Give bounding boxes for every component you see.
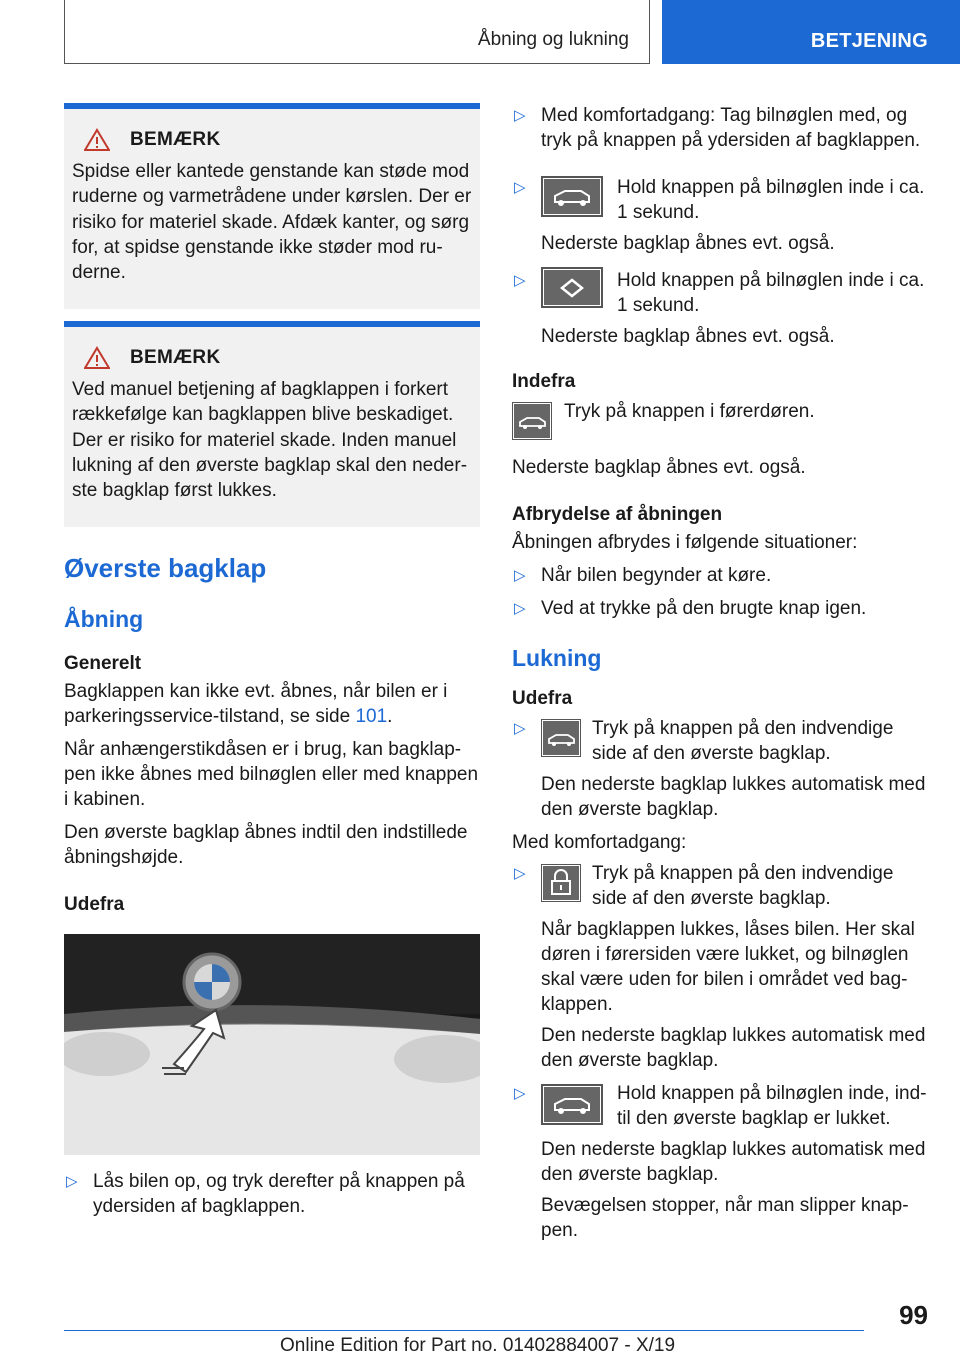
note-body: Ved manuel betjening af bagklappen i forkert rækkefølge kan bagklappen blive beskadiget. Der er risiko for materiel skade. Inden manuel lukning af den øverste bagklap skal den neder-ste bagklap først lukkes.	[72, 379, 468, 502]
heading-overste-bagklap: Øverste bagklap	[64, 553, 267, 583]
footer-edition: Online Edition for Part no. 01402884007 - X/19	[280, 1335, 676, 1356]
list-item: ▷ Med komfortadgang: Tag bilnøglen med, og tryk på knappen på ydersiden af bagklappen.	[514, 105, 921, 151]
sub-paragraph: Når bagklappen lukkes, låses bilen. Her skal døren i førersiden være lukket, og bilnøglen skal være uden for bilen i området ved bag-klappen.	[541, 919, 915, 1015]
warning-icon	[84, 346, 110, 370]
page-number: 99	[899, 1300, 928, 1330]
note-title: BEMÆRK	[130, 129, 221, 150]
bullet-triangle-icon: ▷	[514, 1085, 526, 1102]
page-link[interactable]: 101	[355, 706, 388, 727]
paragraph-anhaenger: Når anhængerstikdåsen er i brug, kan bagklap-pen ikke åbnes med bilnøglen eller med knappen i kabinen.	[64, 739, 479, 810]
header-section-box	[64, 0, 650, 64]
bullet-triangle-icon: ▷	[514, 107, 526, 124]
key-tailgate-icon	[541, 1084, 603, 1125]
bullet-triangle-icon: ▷	[514, 865, 526, 882]
sub-paragraph: Nederste bagklap åbnes evt. også.	[512, 457, 806, 478]
sub-paragraph: Den nederste bagklap lukkes automatisk med den øverste bagklap.	[541, 774, 926, 820]
sub-paragraph: Den nederste bagklap lukkes automatisk med den øverste bagklap.	[541, 1139, 926, 1185]
paragraph-abningshojde: Den øverste bagklap åbnes indtil den indstillede åbningshøjde.	[64, 822, 468, 868]
heading-generelt: Generelt	[64, 653, 142, 674]
right-column	[512, 103, 932, 1243]
door-tailgate-button-icon	[512, 402, 552, 440]
bullet-triangle-icon: ▷	[66, 1173, 78, 1190]
left-column	[64, 103, 480, 1219]
bullet-triangle-icon: ▷	[514, 600, 526, 617]
inner-tailgate-button-icon	[541, 719, 581, 757]
list-item: ▷ Hold knappen på bilnøglen inde i ca. 1 sekund.	[512, 268, 932, 318]
tailgate-button-illustration	[64, 934, 480, 1155]
key-unlock-icon	[541, 267, 603, 308]
list-item: ▷ Tryk på knappen på den indvendige side af den øverste bagklap.	[514, 863, 894, 909]
paragraph-parkering: Bagklappen kan ikke evt. åbnes, når bilen er i parkeringsservice-tilstand, se side 101.	[64, 681, 448, 727]
indefra-row: Tryk på knappen i førerdøren.	[512, 399, 932, 445]
sub-paragraph: Bevægelsen stopper, når man slipper knap-pen.	[541, 1195, 909, 1241]
section-title: Åbning og lukning	[477, 29, 629, 50]
bullet-triangle-icon: ▷	[514, 179, 526, 196]
note-box-1	[64, 103, 480, 309]
heading-afbrydelse: Afbrydelse af åbningen	[512, 504, 723, 525]
heading-abning: Åbning	[64, 606, 144, 632]
list-item: ▷ Når bilen begynder at køre.	[514, 565, 772, 586]
bullet-triangle-icon: ▷	[514, 720, 526, 737]
key-tailgate-icon	[541, 176, 603, 217]
tailgate-photo	[64, 934, 480, 1155]
sub-paragraph: Nederste bagklap åbnes evt. også.	[541, 233, 835, 254]
list-item: ▷ Lås bilen op, og tryk derefter på knappen på ydersiden af bagklappen.	[66, 1171, 465, 1217]
sub-paragraph: Den nederste bagklap lukkes automatisk med den øverste bagklap.	[541, 1025, 926, 1071]
paragraph-komfort: Med komfortadgang:	[512, 832, 687, 853]
header-chapter-box	[662, 0, 960, 64]
list-item: ▷ Hold knappen på bilnøglen inde, ind-til den øverste bagklap er lukket.	[514, 1083, 927, 1129]
bullet-triangle-icon: ▷	[514, 567, 526, 584]
list-item: ▷ Hold knappen på bilnøglen inde i ca. 1 sekund.	[514, 177, 925, 223]
heading-udefra-lukning: Udefra	[512, 688, 573, 709]
chapter-title: BETJENING	[810, 30, 928, 52]
heading-indefra: Indefra	[512, 371, 576, 392]
sub-paragraph: Nederste bagklap åbnes evt. også.	[541, 326, 835, 347]
warning-icon	[84, 128, 110, 152]
list-item: ▷ Ved at trykke på den brugte knap igen.	[514, 598, 867, 619]
bullet-triangle-icon: ▷	[514, 272, 526, 289]
note-box-2	[64, 321, 480, 527]
paragraph-afbrydelse: Åbningen afbrydes i følgende situationer:	[512, 532, 858, 553]
note-body: Spidse eller kantede genstande kan støde mod ruderne og varmetrådene under kørslen. Der er risiko for materiel skade. Afdæk kanter, og sørg for, at spidse genstande ikke støder mod ru-derne.	[72, 161, 472, 284]
footer-divider	[64, 1330, 864, 1331]
heading-lukning: Lukning	[512, 645, 602, 671]
list-item: ▷ Tryk på knappen på den indvendige side af den øverste bagklap.	[514, 718, 894, 764]
lock-icon	[541, 864, 581, 902]
note-title: BEMÆRK	[130, 347, 221, 368]
heading-udefra: Udefra	[64, 894, 125, 915]
